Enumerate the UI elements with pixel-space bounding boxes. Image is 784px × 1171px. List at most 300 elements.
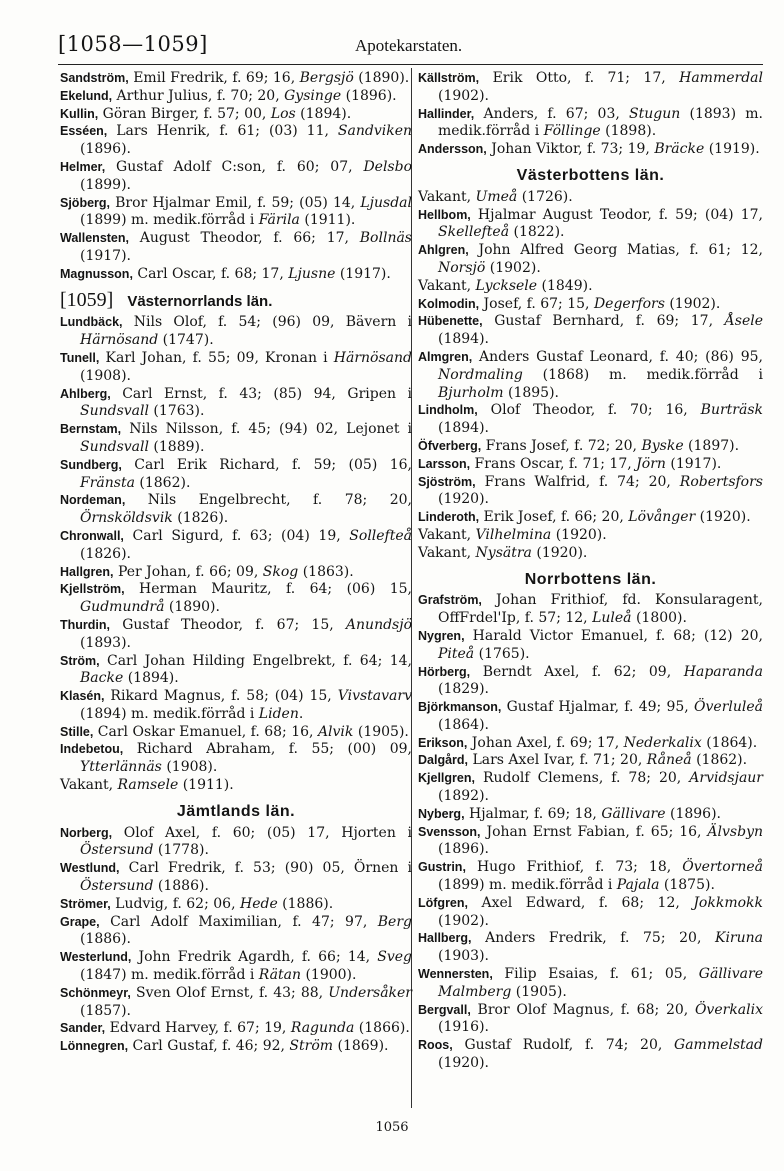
entry-details: Rikard Magnus, f. 58; (04) 15, (104, 688, 338, 705)
entry-details: Lars Henrik, f. 61; (03) 11, (107, 123, 338, 140)
entry-year: (1896). (438, 841, 490, 858)
entry-details: Vakant, (418, 188, 476, 205)
pharmacy-entry (418, 278, 763, 296)
entry-year: (1899). (80, 176, 132, 193)
left-column (60, 70, 412, 1056)
place-name: Ljusdal (360, 194, 412, 211)
pharmacy-entry (60, 421, 412, 457)
entry-year: (1847) m. medik.förråd i (80, 967, 259, 984)
section-heading (60, 288, 412, 311)
pharmacist-name: Hübenette, (418, 314, 483, 329)
entry-details: Arthur Julius, f. 70; 20, (112, 87, 285, 104)
place-name: Skellefteå (438, 224, 510, 241)
pharmacy-entry (418, 545, 763, 563)
entry-year: (1917). (665, 455, 722, 472)
entry-year: (1911). (178, 777, 234, 794)
place-name: Liden (258, 705, 299, 722)
pharmacist-name: Grape, (60, 914, 100, 929)
place-name: Gällivare (601, 805, 666, 822)
place-name: Skog (262, 563, 299, 580)
pharmacy-entry (60, 896, 412, 914)
pharmacist-name: Hellbom, (418, 207, 471, 222)
entry-year: (1886). (80, 931, 132, 948)
place-name: Alvik (317, 723, 354, 740)
entry-details: Vakant, (60, 777, 118, 794)
place-name: Pajala (616, 877, 660, 894)
entry-year: (1916). (438, 1019, 490, 1036)
pharmacy-entry (60, 195, 412, 231)
place-name: Färila (258, 212, 300, 229)
entry-year: (1863). (298, 563, 354, 580)
entry-year: (1894) m. medik.förråd i (80, 705, 259, 722)
entry-details: Lars Axel Ivar, f. 71; 20, (468, 752, 647, 769)
pharmacist-name: Dalgård, (418, 753, 469, 768)
place-name: Sveg (377, 949, 412, 966)
pharmacy-entry (418, 141, 763, 159)
entry-year: . (298, 705, 304, 722)
pharmacist-name: Esséen, (60, 124, 108, 139)
pharmacy-entry (418, 806, 763, 824)
place-name: Jörn (636, 455, 666, 472)
entry-year: (1903). (438, 948, 490, 965)
place-name: Gällivare Malmberg (438, 966, 763, 1000)
entry-year: (1905). (353, 723, 409, 740)
pharmacy-entry (418, 966, 763, 1002)
entry-year: (1908). (80, 367, 132, 384)
pharmacist-name: Chronwall, (60, 528, 124, 543)
entry-details: Harald Victor Emanuel, f. 68; (12) 20, (464, 627, 763, 644)
pharmacy-entry (418, 349, 763, 402)
entry-year: (1896). (80, 141, 132, 158)
pharmacist-name: Klasén, (60, 689, 105, 704)
pharmacist-name: Stille, (60, 724, 94, 739)
entry-year: (1862). (691, 752, 748, 769)
place-name: Lövånger (628, 509, 696, 526)
pharmacist-name: Lönnegren, (60, 1039, 129, 1054)
pharmacy-entry (418, 592, 763, 628)
pharmacy-entry (60, 581, 412, 617)
entry-details: Anders Gustaf Leonard, f. 40; (86) 95, (472, 348, 763, 365)
entry-details: Gustaf Theodor, f. 67; 15, (110, 616, 346, 633)
pharmacist-name: Svensson, (418, 824, 481, 839)
place-name: Gysinge (284, 87, 342, 104)
place-name: Ramsele (117, 777, 179, 794)
pharmacy-entry (418, 509, 763, 527)
entry-details: Herman Mauritz, f. 64; (06) 15, (124, 581, 412, 598)
pharmacist-name: Schönmeyr, (60, 985, 131, 1000)
entry-year: (1778). (153, 842, 209, 859)
place-name: Hammerdal (679, 70, 763, 86)
pharmacy-entry (60, 159, 412, 195)
place-name: Luleå (592, 610, 632, 627)
pharmacy-entry (418, 735, 763, 753)
entry-year: (1894). (295, 105, 352, 122)
entry-details: Erik Josef, f. 66; 20, (479, 509, 629, 526)
entry-details: Carl Oskar Emanuel, f. 68; 16, (93, 723, 318, 740)
entry-details: Karl Johan, f. 55; 09, Kronan i (99, 349, 334, 366)
pharmacist-name: Kjellgren, (418, 771, 475, 786)
entry-year: (1826). (80, 545, 132, 562)
place-name: Härnösand (80, 332, 159, 349)
pharmacy-entry (418, 895, 763, 931)
pharmacy-entry (60, 949, 412, 985)
pharmacist-name: Sundberg, (60, 457, 122, 472)
pharmacist-name: Erikson, (418, 735, 468, 750)
entry-details: Carl Oscar, f. 68; 17, (132, 265, 289, 282)
pharmacy-entry (60, 350, 412, 386)
entry-details: Gustaf Adolf C:son, f. 60; 07, (105, 158, 364, 175)
place-name: Vilhelmina (475, 526, 552, 543)
entry-year: (1897). (683, 437, 740, 454)
entry-year: (1875). (659, 877, 715, 894)
entry-details: Carl Ernst, f. 43; (85) 94, Gripen i (110, 385, 412, 402)
running-title: Apotekarstaten. (355, 36, 463, 55)
place-name: Ljusne (288, 265, 336, 282)
pharmacy-entry (418, 664, 763, 700)
pharmacist-name: Hallgren, (60, 564, 114, 579)
pharmacy-entry (418, 70, 763, 106)
entry-details: Vakant, (418, 277, 476, 294)
entry-year: (1898). (600, 123, 657, 140)
entry-details: Carl Sigurd, f. 63; (04) 19, (123, 527, 350, 544)
entry-details: Gustaf Rudolf, f. 74; 20, (452, 1037, 675, 1054)
entry-details: Edvard Harvey, f. 67; 19, (105, 1020, 291, 1037)
entry-details: Carl Fredrik, f. 53; (90) 05, Örnen i (119, 860, 412, 877)
entry-year: (1896). (665, 805, 721, 822)
entry-details: Berndt Axel, f. 62; 09, (470, 663, 684, 680)
pharmacist-name: Bergvall, (418, 1002, 471, 1017)
entry-details: Vakant, (418, 526, 476, 543)
pharmacist-name: Westerlund, (60, 950, 132, 965)
pharmacist-name: Strömer, (60, 896, 111, 911)
entry-year: (1920). (695, 509, 751, 526)
pharmacy-entry (60, 386, 412, 422)
entry-year: (1822). (509, 224, 565, 241)
pharmacy-entry (418, 1002, 763, 1038)
place-name: Stugun (629, 105, 681, 122)
pharmacy-entry (418, 474, 763, 510)
entry-details: Johan Ernst Fabian, f. 65; 16, (480, 823, 708, 840)
place-name: Fränsta (80, 474, 135, 491)
pharmacist-name: Wallensten, (60, 231, 129, 246)
place-name: Sandviken (337, 123, 412, 140)
place-name: Norsjö (438, 259, 486, 276)
entry-year: (1869). (333, 1038, 389, 1055)
place-name: Vivstavarv (337, 688, 412, 705)
entry-year: (1857). (80, 1002, 132, 1019)
place-name: Sundsvall (80, 403, 149, 420)
entry-year: (1902). (485, 259, 541, 276)
entry-year: (1920). (438, 1055, 490, 1072)
place-name: Örnsköldsvik (80, 510, 173, 527)
place-name: Hede (239, 895, 278, 912)
entry-details: Anders, f. 67; 03, (474, 105, 630, 122)
place-name: Burträsk (700, 402, 763, 419)
entry-details: Nils Engelbrecht, f. 78; 20, (125, 492, 412, 509)
pharmacy-entry (60, 106, 412, 124)
pharmacy-entry (418, 313, 763, 349)
place-name: Lycksele (475, 277, 538, 294)
header-rule (58, 64, 763, 65)
place-name: Östersund (80, 842, 154, 859)
place-name: Nederkalix (623, 734, 702, 751)
pharmacist-name: Sjöström, (418, 474, 476, 489)
place-name: Åsele (724, 313, 763, 330)
pharmacist-name: Sjöberg, (60, 195, 111, 210)
place-name: Undersåker (328, 984, 412, 1001)
place-name: Ström (289, 1038, 334, 1055)
entry-year: (1911). (299, 212, 356, 229)
entry-year: (1862). (134, 474, 191, 491)
entry-year: (1726). (517, 188, 573, 205)
entry-details: Hjalmar August Teodor, f. 59; (04) 17, (470, 206, 763, 223)
pharmacist-name: Lundbäck, (60, 315, 123, 330)
entry-details: John Alfred Georg Matias, f. 61; 12, (468, 242, 763, 259)
entry-year: (1890). (353, 70, 410, 86)
entry-details: Frans Oscar, f. 71; 17, (470, 455, 637, 472)
entry-details: August Theodor, f. 66; 17, (129, 230, 360, 247)
entry-year: (1800). (631, 610, 687, 627)
entry-details: Josef, f. 67; 15, (479, 295, 594, 312)
entry-details: Emil Fredrik, f. 69; 16, (128, 70, 300, 86)
pharmacy-entry (60, 653, 412, 689)
pharmacist-name: Ström, (60, 653, 100, 668)
entry-details: Gustaf Bernhard, f. 69; 17, (482, 313, 725, 330)
pharmacist-name: Linderoth, (418, 510, 480, 525)
entry-details: Göran Birger, f. 57; 00, (98, 105, 271, 122)
entry-details: Ludvig, f. 62; 06, (110, 895, 240, 912)
pharmacy-entry (60, 825, 412, 861)
pharmacist-name: Gustrin, (418, 860, 466, 875)
entry-details: John Fredrik Agardh, f. 66; 14, (131, 949, 378, 966)
place-name: Älvsbyn (707, 823, 763, 840)
pharmacist-name: Tunell, (60, 350, 100, 365)
entry-year: (1920). (438, 491, 490, 508)
place-name: Överluleå (694, 699, 763, 716)
place-name: Gammelstad (674, 1037, 763, 1054)
entry-details: Filip Esaias, f. 61; 05, (492, 966, 699, 983)
pharmacist-name: Kjellström, (60, 582, 125, 597)
pharmacist-name: Ahlberg, (60, 386, 111, 401)
page-footer-number: 1056 (375, 1120, 409, 1135)
pharmacy-entry (60, 985, 412, 1021)
pharmacy-entry (418, 930, 763, 966)
pharmacist-name: Sandström, (60, 71, 129, 85)
pharmacy-entry (60, 88, 412, 106)
entry-year: (1893) m. medik.förråd i (438, 105, 763, 140)
pharmacist-name: Nordeman, (60, 493, 126, 508)
place-name: Härnösand (333, 349, 412, 366)
entry-details: Erik Otto, f. 71; 17, (479, 70, 680, 86)
pharmacy-entry (60, 1038, 412, 1056)
place-name: Backe (80, 670, 124, 687)
entry-year: (1894). (438, 331, 490, 348)
entry-details: Hugo Frithiof, f. 73; 18, (465, 859, 683, 876)
pharmacy-entry (418, 628, 763, 664)
pharmacist-name: Ahlgren, (418, 243, 469, 258)
entry-year: (1868) m. medik.förråd i (522, 366, 763, 383)
place-name: Föllinge (543, 123, 601, 140)
pharmacy-entry (60, 314, 412, 350)
entry-details: Per Johan, f. 66; 09, (113, 563, 263, 580)
entry-details: Bror Olof Magnus, f. 68; 20, (470, 1001, 695, 1018)
pharmacy-entry (60, 492, 412, 528)
entry-details: Johan Axel, f. 69; 17, (467, 734, 624, 751)
entry-year: (1895). (503, 384, 559, 401)
pharmacist-name: Grafström, (418, 593, 482, 608)
entry-year: (1866). (354, 1020, 410, 1037)
entry-year: (1896). (341, 87, 397, 104)
pharmacy-entry (60, 688, 412, 724)
pharmacy-entry (418, 296, 763, 314)
entry-list (60, 314, 412, 795)
place-name: Bjurholm (438, 384, 504, 401)
pharmacist-name: Wennersten, (418, 967, 493, 982)
entry-year: (1892). (438, 788, 490, 805)
entry-details: Carl Adolf Maximilian, f. 47; 97, (99, 913, 378, 930)
place-name: Umeå (475, 188, 518, 205)
pharmacist-name: Hallberg, (418, 931, 472, 946)
place-name: Övertorneå (682, 859, 763, 876)
entry-details: Bror Hjalmar Emil, f. 59; (05) 14, (110, 194, 361, 211)
pharmacy-entry (60, 123, 412, 159)
pharmacy-entry (418, 1037, 763, 1073)
entry-year: (1905). (511, 983, 567, 1000)
entry-year: (1920). (551, 526, 607, 543)
entry-year: (1864). (701, 734, 758, 751)
entry-details: Carl Gustaf, f. 46; 92, (128, 1038, 290, 1055)
entry-year: (1893). (80, 634, 132, 651)
pharmacist-name: Sander, (60, 1021, 106, 1036)
entry-year: (1908). (161, 759, 218, 776)
entry-year: (1886). (277, 895, 334, 912)
place-name: Bollnäs (359, 230, 412, 247)
pharmacy-entry (60, 860, 412, 896)
pharmacy-entry (60, 914, 412, 950)
entry-year: (1899) m. medik.förråd i (80, 212, 259, 229)
pharmacy-entry (418, 527, 763, 545)
section-number: [1059] (60, 288, 114, 311)
entry-details: Richard Abraham, f. 55; (00) 09, (123, 741, 412, 758)
page-range: [1058—1059] (58, 32, 208, 56)
pharmacy-entry (60, 1020, 412, 1038)
pharmacy-entry (60, 741, 412, 777)
place-name: Östersund (80, 878, 154, 895)
right-column (418, 70, 763, 1073)
entry-year: (1763). (148, 403, 205, 420)
pharmacy-entry (60, 724, 412, 742)
pharmacy-entry (418, 189, 763, 207)
place-name: Delsbo (363, 158, 412, 175)
entry-list (418, 592, 763, 1073)
pharmacist-name: Helmer, (60, 159, 106, 174)
pharmacist-name: Kolmodin, (418, 296, 480, 311)
pharmacist-name: Hallinder, (418, 106, 475, 121)
pharmacy-entry (60, 230, 412, 266)
pharmacist-name: Westlund, (60, 861, 120, 876)
entry-year: (1917). (80, 247, 132, 264)
entry-year: (1894). (438, 420, 490, 437)
pharmacy-entry (418, 106, 763, 142)
place-name: Los (270, 105, 296, 122)
section-heading: Norrbottens län. (524, 570, 657, 588)
entry-year: (1902). (438, 87, 490, 104)
place-name: Nordmaling (438, 366, 523, 383)
place-name: Sundsvall (80, 438, 149, 455)
place-name: Ytterlännäs (80, 759, 162, 776)
place-name: Jokkmokk (693, 894, 763, 911)
entry-year: (1899) m. medik.förråd i (438, 877, 617, 894)
pharmacy-entry (418, 402, 763, 438)
entry-year: (1919). (704, 141, 760, 158)
place-name: Överkalix (694, 1001, 763, 1018)
entry-details: Nils Nilsson, f. 45; (94) 02, Lejonet i (121, 421, 412, 438)
pharmacist-name: Nyberg, (418, 806, 465, 821)
pharmacy-entry (60, 617, 412, 653)
entry-details: Olof Axel, f. 60; (05) 17, Hjorten i (112, 824, 412, 841)
entry-year: (1765). (474, 645, 530, 662)
pharmacy-entry (418, 242, 763, 278)
entry-year: (1889). (148, 438, 205, 455)
place-name: Rätan (258, 967, 301, 984)
pharmacist-name: Andersson, (418, 142, 487, 157)
place-name: Arvidsjaur (689, 770, 763, 787)
entry-details: Hjalmar, f. 69; 18, (464, 805, 602, 822)
pharmacist-name: Thurdin, (60, 617, 110, 632)
entry-details: Sven Olof Ernst, f. 43; 88, (130, 984, 329, 1001)
entry-year: (1902). (664, 295, 721, 312)
entry-year: (1747). (158, 332, 214, 349)
entry-list (418, 70, 763, 159)
entry-details: Rudolf Clemens, f. 78; 20, (474, 770, 690, 787)
entry-details: Frans Walfrid, f. 74; 20, (475, 473, 680, 490)
pharmacist-name: Björkmanson, (418, 700, 502, 715)
pharmacy-entry (418, 699, 763, 735)
entry-year: (1917). (335, 265, 391, 282)
section-title: Västernorrlands län. (127, 292, 273, 310)
pharmacist-name: Öfverberg, (418, 438, 482, 453)
entry-year: (1826). (172, 510, 229, 527)
entry-details: Gustaf Hjalmar, f. 49; 95, (501, 699, 695, 716)
entry-details: Axel Edward, f. 68; 12, (468, 894, 694, 911)
pharmacy-entry (60, 564, 412, 582)
place-name: Haparanda (683, 663, 763, 680)
pharmacist-name: Magnusson, (60, 266, 133, 281)
place-name: Degerfors (593, 295, 665, 312)
pharmacy-entry (60, 457, 412, 493)
entry-year: (1894). (123, 670, 179, 687)
place-name: Kiruna (714, 930, 763, 947)
entry-details: Vakant, (418, 544, 476, 561)
entry-year: (1900). (301, 967, 357, 984)
pharmacist-name: Hörberg, (418, 664, 471, 679)
entry-year: (1920). (531, 544, 588, 561)
section-heading: Västerbottens län. (516, 166, 665, 184)
pharmacist-name: Norberg, (60, 825, 113, 840)
pharmacy-entry (418, 770, 763, 806)
place-name: Robertsfors (679, 473, 763, 490)
pharmacy-entry (60, 70, 412, 88)
pharmacist-name: Lindholm, (418, 403, 478, 418)
entry-list (60, 825, 412, 1056)
entry-details: Frans Josef, f. 72; 20, (481, 437, 642, 454)
pharmacy-entry (418, 456, 763, 474)
pharmacist-name: Larsson, (418, 456, 471, 471)
pharmacist-name: Indebetou, (60, 742, 124, 757)
pharmacist-name: Nygren, (418, 628, 465, 643)
pharmacist-name: Kullin, (60, 106, 99, 121)
entry-details: Olof Theodor, f. 70; 16, (477, 402, 701, 419)
